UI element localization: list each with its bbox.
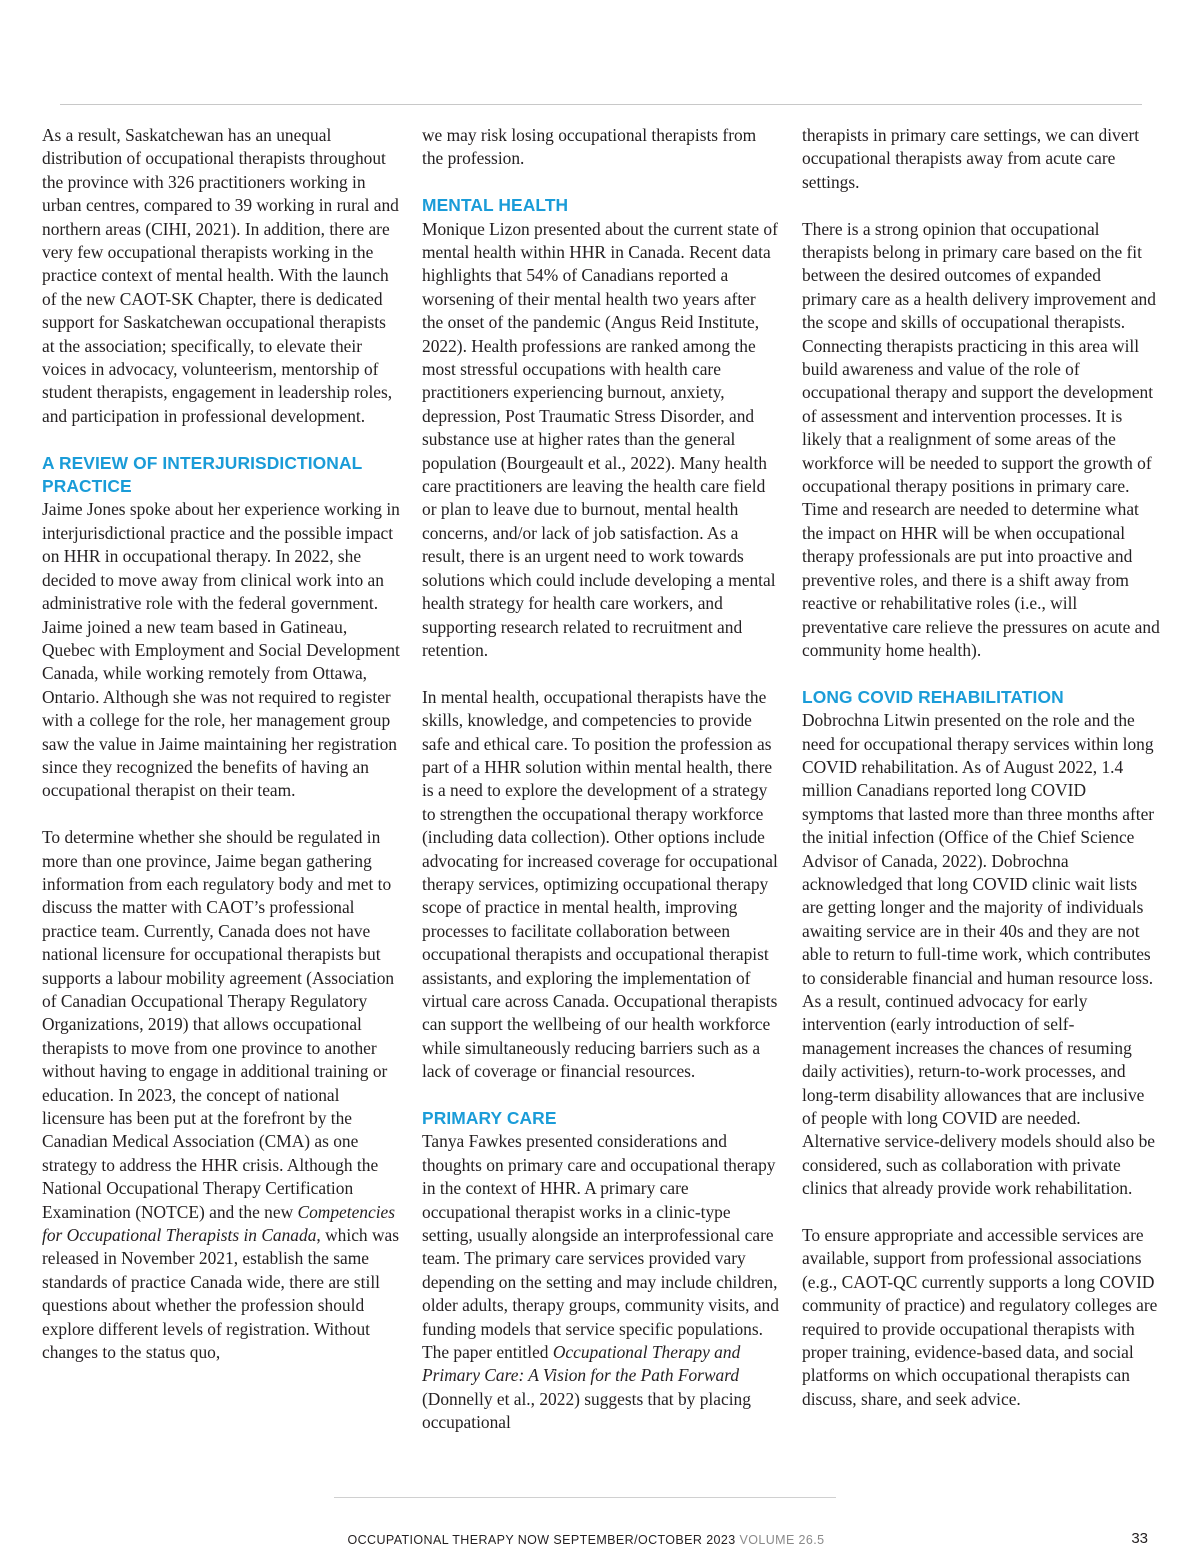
paragraph: To ensure appropriate and accessible services are available, support from professional associations (e.g., CAOT-QC currently supports a long COVID community of practice) and regulatory colleges are required to provide occupational therapists with proper training, evidence-based data, and social platforms on which occupational therapists can discuss, share, and seek advice. <box>802 1225 1158 1409</box>
paragraph: There is a strong opinion that occupational therapists belong in primary care based on the fit between the desired outcomes of expanded primary care as a health delivery improvement and the scope and skills of occupational therapists. Connecting therapists practicing in this area will build awareness and value of the role of occupational therapy and support the development of assessment and intervention processes. It is likely that a realignment of some areas of the workforce will be needed to support the growth of occupational therapy positions in primary care. Time and research are needed to determine what the impact on HHR will be when occupational therapy professionals are put into proactive and preventive roles, and there is a shift away from reactive or rehabilitative roles (i.e., will preventative care relieve the pressures on acute and community home health). <box>802 218 1160 660</box>
section-heading-long-covid: LONG COVID REHABILITATION <box>802 686 1064 707</box>
paragraph: In mental health, occupational therapists have the skills, knowledge, and competencies to provide safe and ethical care. To position the profession as part of a HHR solution within mental health, there is a need to explore the development of a strategy to strengthen the occupational therapy workforce (including data collection). Other options include advocating for increased coverage for occupational therapy services, optimizing occupational therapy scope of practice in mental health, improving processes to facilitate collaboration between occupational therapists and occupational therapist assistants, and exploring the implementation of virtual care across Canada. Occupational therapists can support the wellbeing of our health workforce while simultaneously reducing barriers such as a lack of coverage or financial resources. <box>422 686 778 1082</box>
paragraph: Monique Lizon presented about the current state of mental health within HHR in Canada. Recent data highlights that 54% of Canadians reported a worsening of their mental health two years after the onset of the pandemic (Angus Reid Institute, 2022). Health professions are ranked among the most stressful occupations with health care practitioners experiencing burnout, anxiety, depression, Post Traumatic Stress Disorder, and substance use at higher rates than the general population (Bourgeault et al., 2022). Many health care practitioners are leaving the health care field or plan to leave due to burnout, mental health concerns, and/or lack of job satisfaction. As a result, there is an urgent need to work towards solutions which could include developing a mental health strategy for health care workers, and supporting research related to recruitment and retention. <box>422 218 778 660</box>
paragraph: Jaime Jones spoke about her experience working in interjurisdictional practice and the possible impact on HHR in occupational therapy. In 2022, she decided to move away from clinical work into an administrative role with the federal government. Jaime joined a new team based in Gatineau, Quebec with Employment and Social Development Canada, while working remotely from Ottawa, Ontario. Although she was not required to register with a college for the role, her management group saw the value in Jaime maintaining her registration since they recognized the benefits of having an occupational therapist on their team. <box>42 499 400 801</box>
footer-running-title <box>0 1533 1172 1547</box>
publication-name: OCCUPATIONAL THERAPY NOW <box>347 1533 550 1547</box>
article-body <box>42 124 1160 1484</box>
issue-date: SEPTEMBER/OCTOBER 2023 <box>553 1533 736 1547</box>
paragraph: To determine whether she should be regulated in more than one province, Jaime began gathering information from each regulatory body and met to discuss the matter with CAOT’s professional practice team. Currently, Canada does not have national licensure for occupational therapists but supports a labour mobility agreement (Association of Canadian Occupational Therapy Regulatory Organizations, 2019) that allows occupational therapists to move from one province to another without having to engage in additional training or education. In 2023, the concept of national licensure has been put at the forefront by the Canadian Medical Association (CMA) as one strategy to address the HHR crisis. Although the National Occupational Therapy Certification Examination (NOTCE) and the new Competencies for Occupational Therapists in Canada, which was released in November 2021, establish the same standards of practice Canada wide, there are still questions about whether the profession should explore different levels of registration. Without changes to the status quo, <box>42 827 399 1363</box>
paragraph: Dobrochna Litwin presented on the role and the need for occupational therapy services within long COVID rehabilitation. As of August 2022, 1.4 million Canadians reported long COVID symptoms that lasted more than three months after the initial infection (Office of the Chief Science Advisor of Canada, 2022). Dobrochna acknowledged that long COVID clinic wait lists are getting longer and the majority of individuals awaiting service are in their 40s and they are not able to return to full-time work, which contributes to considerable financial and human resource loss. As a result, continued advocacy for early intervention (early introduction of self-management increases the chances of resuming daily activities), return-to-work processes, and long-term disability allowances that are inclusive of people with long COVID are needed. Alternative service-delivery models should also be considered, such as collaboration with private clinics that already provide work rehabilitation. <box>802 710 1156 1199</box>
section-heading-primary-care: PRIMARY CARE <box>422 1108 557 1129</box>
section-heading-mental-health: MENTAL HEALTH <box>422 195 569 216</box>
page-number: 33 <box>1131 1530 1148 1547</box>
publication-title: Competencies for Occupational Therapists in Canada <box>42 1201 396 1246</box>
paragraph: Tanya Fawkes presented considerations and thoughts on primary care and occupational therapy in the context of HHR. A primary care occupational therapist works in a clinic-type setting, usually alongside an interprofessional care team. The primary care services provided vary depending on the setting and may include children, older adults, therapy groups, community visits, and funding models that service specific populations. The paper entitled Occupational Therapy and Primary Care: A Vision for the Path Forward (Donnelly et al., 2022) suggests that by placing occupational <box>422 1131 779 1433</box>
column-3 <box>802 124 1160 1411</box>
paragraph: we may risk losing occupational therapists from the profession. <box>422 125 757 169</box>
paragraph: As a result, Saskatchewan has an unequal distribution of occupational therapists throughout the province with 326 practitioners working in urban centres, compared to 39 working in rural and northern areas (CIHI, 2021). In addition, there are very few occupational therapists working in the practice context of mental health. With the launch of the new CAOT-SK Chapter, there is dedicated support for Saskatchewan occupational therapists at the association; specifically, to elevate their voices in advocacy, volunteerism, mentorship of student therapists, engagement in leadership roles, and participation in professional development. <box>42 125 399 426</box>
footer-divider <box>334 1497 836 1498</box>
volume-label: VOLUME 26.5 <box>739 1533 825 1547</box>
paragraph: therapists in primary care settings, we can divert occupational therapists away from acute care settings. <box>802 125 1140 192</box>
top-divider <box>60 104 1142 105</box>
column-1 <box>42 124 400 1365</box>
column-2 <box>422 124 780 1435</box>
section-heading-interjurisdictional: A REVIEW OF INTERJURISDICTIONAL PRACTICE <box>42 452 363 497</box>
publication-title: Occupational Therapy and Primary Care: A Vision for the Path Forward <box>422 1342 741 1386</box>
